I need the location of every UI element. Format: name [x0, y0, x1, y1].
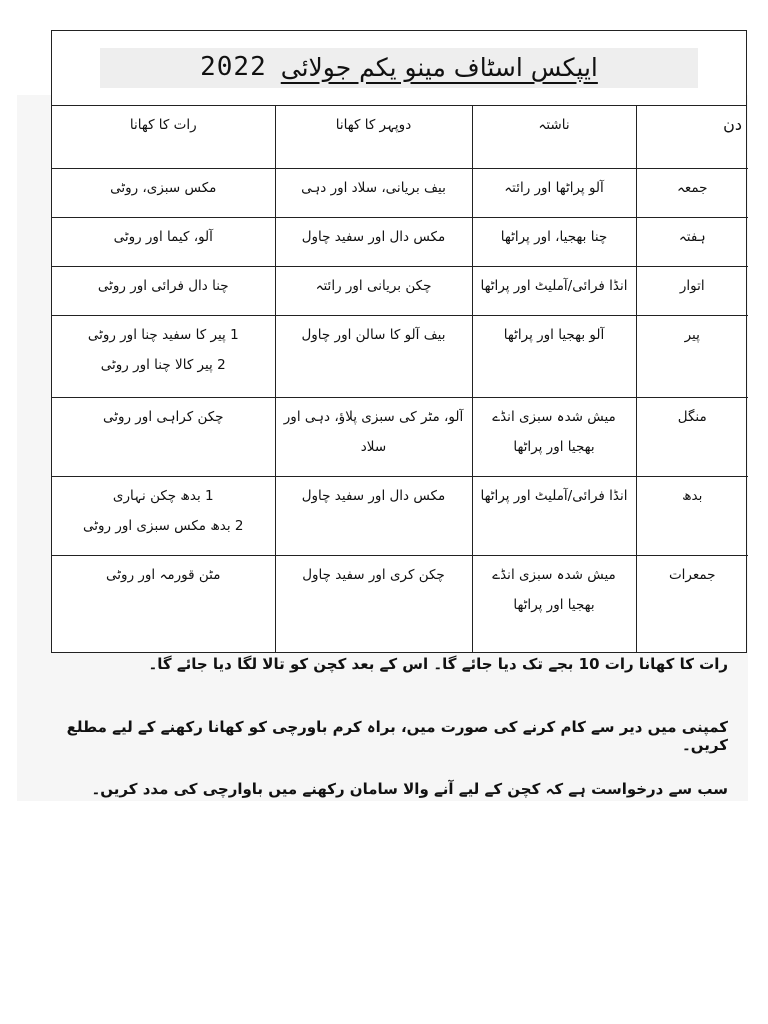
lunch-line: سلاد [360, 439, 387, 455]
breakfast-cell: انڈا فرائی/آملیٹ اور پراٹھا [472, 477, 636, 556]
dinner-line: 1 پیر کا سفید چنا اور روٹی [87, 327, 239, 343]
lunch-cell: مکس دال اور سفید چاول [275, 218, 472, 267]
note-late-work: کمپنی میں دیر سے کام کرنے کی صورت میں، براہ کرم باورچی کو کھانا رکھنے کے لیے مطلع کریں۔ [66, 718, 728, 754]
lunch-line: آلو، مٹر کی سبزی پلاؤ، دہی اور [283, 409, 464, 425]
day-cell: پیر [636, 316, 748, 398]
header-dinner: رات کا کھانا [52, 106, 275, 169]
table-row [52, 398, 748, 477]
lunch-cell: بیف بریانی، سلاد اور دہی [275, 169, 472, 218]
staff-menu-table [51, 30, 747, 653]
breakfast-cell [472, 556, 636, 653]
note-dinner-time: رات کا کھانا رات 10 بجے تک دیا جائے گا۔ اس کے بعد کچن کو تالا لگا دیا جائے گا۔ [148, 655, 728, 673]
day-cell: منگل [636, 398, 748, 477]
breakfast-cell: چنا بھجیا، اور پراٹھا [472, 218, 636, 267]
day-cell: ہفتہ [636, 218, 748, 267]
page-title: ایپکس اسٹاف مینو یکم جولائی [280, 52, 598, 82]
note-kitchen-help: سب سے درخواست ہے کہ کچن کے لیے آنے والا سامان رکھنے میں باوارچی کی مدد کریں۔ [91, 780, 728, 798]
dinner-line: 2 پیر کالا چنا اور روٹی [100, 357, 226, 373]
table-row [52, 169, 748, 218]
table-row [52, 477, 748, 556]
breakfast-cell [472, 398, 636, 477]
breakfast-cell: انڈا فرائی/آملیٹ اور پراٹھا [472, 267, 636, 316]
lunch-cell: مکس دال اور سفید چاول [275, 477, 472, 556]
dinner-line: 2 بدھ مکس سبزی اور روٹی [83, 518, 244, 534]
day-cell: بدھ [636, 477, 748, 556]
breakfast-line: بھجیا اور پراٹھا [513, 439, 595, 455]
lunch-cell: بیف آلو کا سالن اور چاول [275, 316, 472, 398]
breakfast-line: بھجیا اور پراٹھا [513, 597, 595, 613]
table-row [52, 218, 748, 267]
table-row [52, 316, 748, 398]
dinner-line: 1 بدھ چکن نہاری [112, 488, 214, 504]
header-row [52, 106, 748, 169]
table-row [52, 556, 748, 653]
lunch-cell: چکن کری اور سفید چاول [275, 556, 472, 653]
header-lunch: دوپہر کا کھانا [275, 106, 472, 169]
lunch-cell: چکن بریانی اور رائتہ [275, 267, 472, 316]
dinner-cell: چکن کراہی اور روٹی [52, 398, 275, 477]
title-year: 2022 [200, 52, 267, 82]
day-cell: جمعہ [636, 169, 748, 218]
title-row [52, 31, 746, 106]
dinner-cell: چنا دال فرائی اور روٹی [52, 267, 275, 316]
lunch-cell [275, 398, 472, 477]
dinner-cell [52, 477, 275, 556]
breakfast-cell: آلو پراٹھا اور رائتہ [472, 169, 636, 218]
day-cell: جمعرات [636, 556, 748, 653]
breakfast-line: میش شدہ سبزی انڈے [492, 409, 616, 425]
dinner-cell [52, 316, 275, 398]
breakfast-line: میش شدہ سبزی انڈے [492, 567, 616, 583]
menu-grid [52, 106, 748, 652]
table-row [52, 267, 748, 316]
dinner-cell: مٹن قورمہ اور روٹی [52, 556, 275, 653]
header-breakfast: ناشتہ [472, 106, 636, 169]
title-box [100, 48, 698, 88]
day-cell: اتوار [636, 267, 748, 316]
dinner-cell: مکس سبزی، روٹی [52, 169, 275, 218]
dinner-cell: آلو، کیما اور روٹی [52, 218, 275, 267]
header-day: دن [636, 106, 748, 169]
breakfast-cell: آلو بھجیا اور پراٹھا [472, 316, 636, 398]
